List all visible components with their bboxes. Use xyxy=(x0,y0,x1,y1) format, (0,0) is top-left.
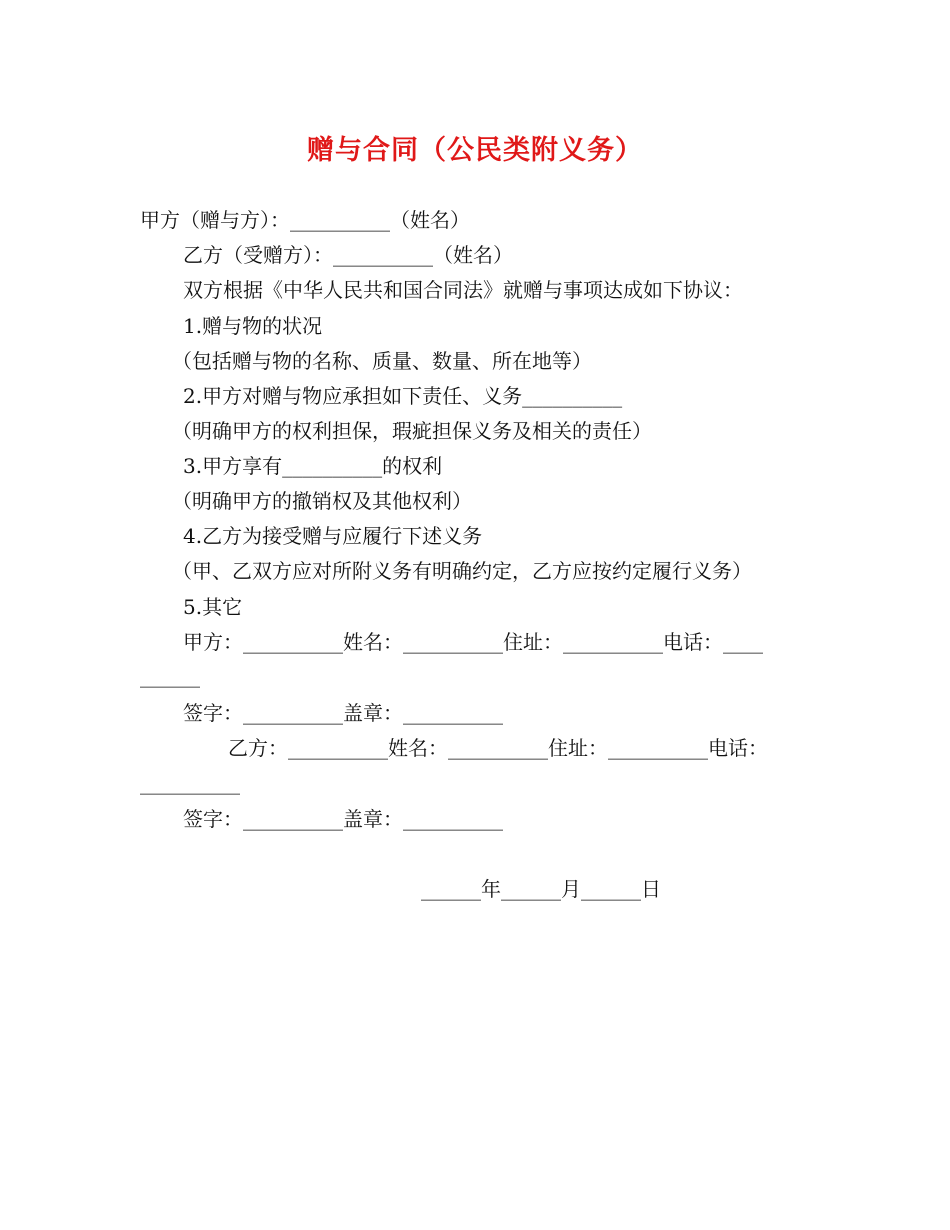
clause-3-note: （明确甲方的撤销权及其他权利） xyxy=(172,489,472,513)
clause-4-heading: 4.乙方为接受赠与应履行下述义务 xyxy=(183,524,483,548)
party-b-line: 乙方（受赠方）：__________（姓名） xyxy=(183,243,513,267)
party-a-signature-line: 签字：__________盖章：__________ xyxy=(183,701,503,725)
clause-4-note: （甲、乙双方应对所附义务有明确约定，乙方应按约定履行义务） xyxy=(172,559,752,583)
party-b-info-continuation: __________ xyxy=(140,771,240,795)
clause-3-heading: 3.甲方享有__________的权利 xyxy=(183,454,443,478)
date-line: ______年______月______日 xyxy=(421,877,661,901)
clause-1-note: （包括赠与物的名称、质量、数量、所在地等） xyxy=(172,349,592,373)
document-title: 赠与合同（公民类附义务） xyxy=(307,135,643,166)
clause-1-heading: 1.赠与物的状况 xyxy=(183,314,323,338)
clause-5-heading: 5.其它 xyxy=(183,595,243,619)
clause-2-note: （明确甲方的权利担保，瑕疵担保义务及相关的责任） xyxy=(172,419,652,443)
party-a-info-continuation: ______ xyxy=(140,664,200,688)
clause-2-heading: 2.甲方对赠与物应承担如下责任、义务__________ xyxy=(183,384,623,408)
party-a-line: 甲方（赠与方）：__________（姓名） xyxy=(140,208,470,232)
party-b-signature-line: 签字：__________盖章：__________ xyxy=(183,807,503,831)
party-b-info-line: 乙方：__________姓名：__________住址：__________电话： xyxy=(228,736,768,760)
party-a-info-line: 甲方：__________姓名：__________住址：__________电话：____ xyxy=(183,630,763,654)
agreement-intro: 双方根据《中华人民共和国合同法》就赠与事项达成如下协议： xyxy=(183,278,743,302)
